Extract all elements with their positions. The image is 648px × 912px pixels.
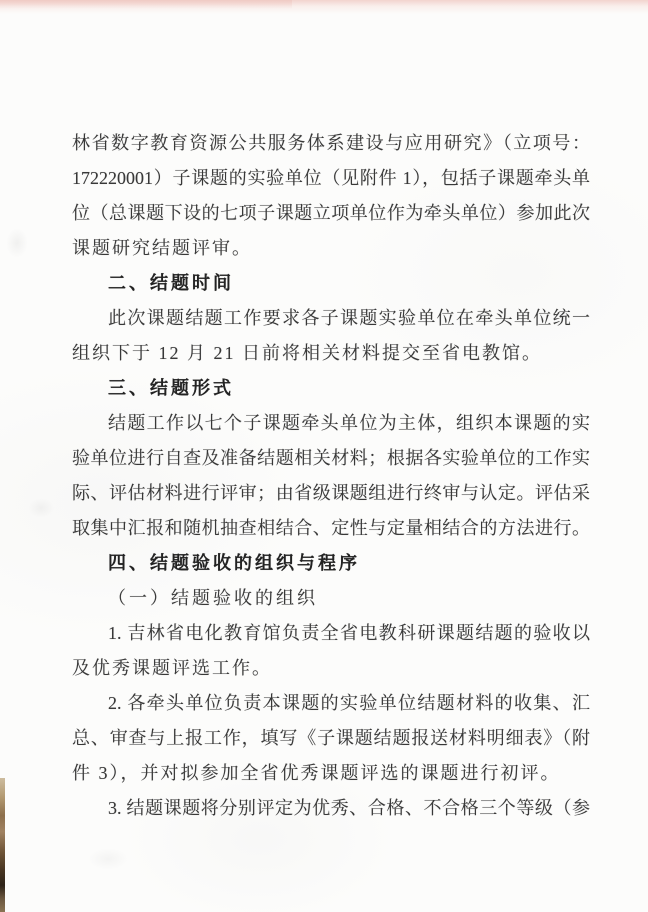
section-heading <box>72 546 590 581</box>
text-line: 3. 结题课题将分别评定为优秀、合格、不合格三个等级（参 <box>108 798 590 818</box>
section-heading <box>72 266 590 301</box>
text-line: 2. 各牵头单位负责本课题的实验单位结题材料的收集、汇 <box>108 693 590 713</box>
text-line: 此次课题结题工作要求各子课题实验单位在牵头单位统一 <box>108 308 590 328</box>
text-line: （一）结题验收的组织 <box>108 588 318 608</box>
paragraph <box>72 791 590 826</box>
text-line: 课题研究结题评审。 <box>72 238 252 258</box>
sub-section-heading <box>72 581 590 616</box>
text-line: 林省数字教育资源公共服务体系建设与应用研究》（立项号： <box>72 133 590 153</box>
paragraph <box>72 126 590 266</box>
scan-artifact-left-edge-strip <box>0 778 5 912</box>
text-line: 结题工作以七个子课题牵头单位为主体，组织本课题的实 <box>108 413 590 433</box>
paragraph <box>72 686 590 791</box>
text-line: 二、结题时间 <box>108 273 234 293</box>
text-line: 际、评估材料进行评审；由省级课题组进行终审与认定。评估采 <box>72 483 590 503</box>
text-line: 位（总课题下设的七项子课题立项单位作为牵头单位）参加此次 <box>72 203 590 223</box>
text-line: 172220001）子课题的实验单位（见附件 1），包括子课题牵头单 <box>72 168 590 188</box>
paragraph <box>72 616 590 686</box>
text-line: 组织下于 12 月 21 日前将相关材料提交至省电教馆。 <box>72 343 542 363</box>
scan-artifact-top-band <box>0 0 648 14</box>
text-line: 1. 吉林省电化教育馆负责全省电教科研课题结题的验收以 <box>108 623 590 643</box>
text-line: 件 3），并对拟参加全省优秀课题评选的课题进行初评。 <box>72 763 561 783</box>
text-line: 验单位进行自查及准备结题相关材料；根据各实验单位的工作实 <box>72 448 590 468</box>
scan-smudge <box>28 498 54 518</box>
scan-smudge <box>88 848 128 870</box>
section-heading <box>72 371 590 406</box>
paragraph <box>72 301 590 371</box>
text-line: 三、结题形式 <box>108 378 234 398</box>
text-line: 四、结题验收的组织与程序 <box>108 553 360 573</box>
document-body <box>72 126 590 826</box>
text-line: 取集中汇报和随机抽查相结合、定性与定量相结合的方法进行。 <box>72 518 590 538</box>
text-line: 及优秀课题评选工作。 <box>72 658 272 678</box>
paragraph <box>72 406 590 546</box>
text-line: 总、审查与上报工作，填写《子课题结题报送材料明细表》（附 <box>72 728 590 748</box>
scan-smudge <box>6 228 28 258</box>
